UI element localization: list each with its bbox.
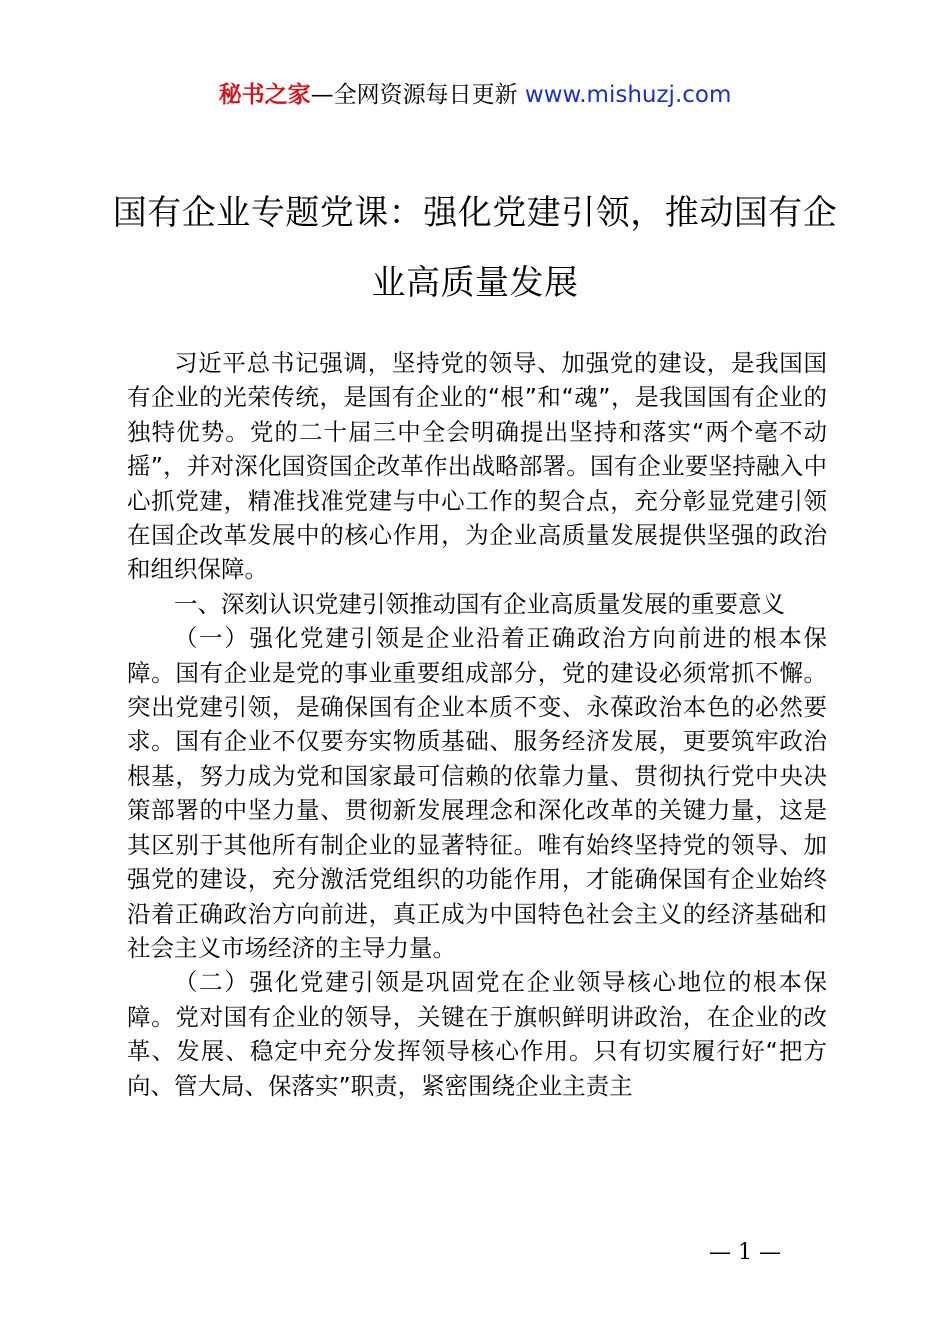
intro-paragraph: 习近平总书记强调，坚持党的领导、加强党的建设，是我国国有企业的光荣传统，是国有企业的“根”和“魂”，是我国国有企业的独特优势。党的二十届三中全会明确提出坚持和落实“两个毫不动摇”，并对深化国资国企改革作出战略部署。国有企业要坚持融入中心抓党建，精准找准党建与中心工作的契合点，充分彰显党建引领在国企改革发展中的核心作用，为企业高质量发展提供坚强的政治和组织保障。 [127,349,827,584]
site-url-link[interactable]: www.mishuzj.com [524,82,732,108]
section-heading-1: 一、深刻认识党建引领推动国有企业高质量发展的重要意义 [174,589,785,618]
subsection-paragraph-1: （一）强化党建引领是企业沿着正确政治方向前进的根本保障。国有企业是党的事业重要组成部分，党的建设必须常抓不懈。突出党建引领，是确保国有企业本质不变、永葆政治本色的必然要求。国有企业不仅要夯实物质基础、服务经济发展，更要筑牢政治根基，努力成为党和国家最可信赖的依靠力量、贯彻执行党中央决策部署的中坚力量、贯彻新发展理念和深化改革的关键力量，这是其区别于其他所有制企业的显著特征。唯有始终坚持党的领导、加强党的建设，充分激活党组织的功能作用，才能确保国有企业始终沿着正确政治方向前进，真正成为中国特色社会主义的经济基础和社会主义市场经济的主导力量。 [127,624,827,962]
header-dash: — [310,82,334,108]
page-number: — 1 — [709,1240,781,1265]
document-body [127,346,827,1103]
site-brand[interactable]: 秘书之家 [218,82,311,108]
subsection-paragraph-2: （二）强化党建引领是巩固党在企业领导核心地位的根本保障。党对国有企业的领导，关键在于旗帜鲜明讲政治，在企业的改革、发展、稳定中充分发挥领导核心作用。只有切实履行好“把方向、管大局、保落实”职责，紧密围绕企业主责主 [127,968,827,1100]
header-tagline: 全网资源每日更新 [333,82,518,108]
site-header [0,78,950,112]
document-title: 国有企业专题党课：强化党建引领，推动国有企业高质量发展 [112,193,838,303]
